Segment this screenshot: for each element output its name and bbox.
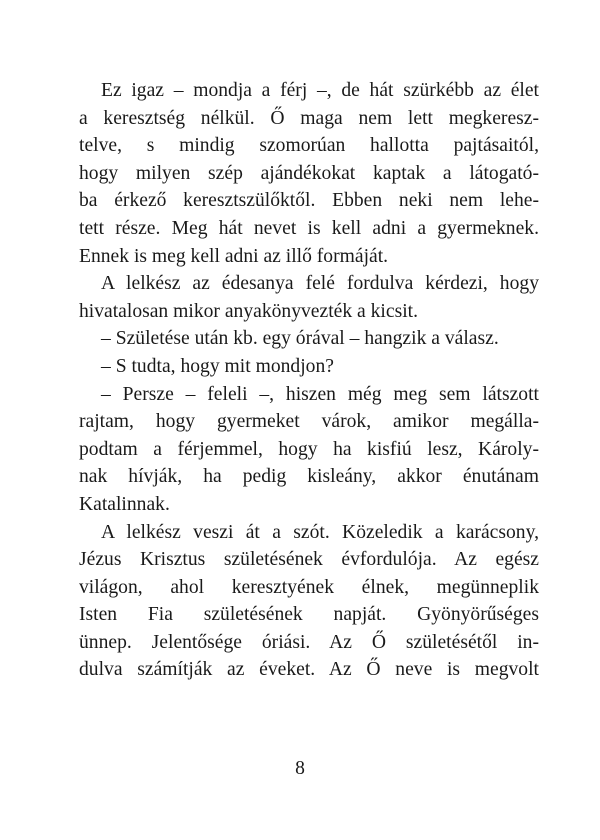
text-line: tett része. Meg hát nevet is kell adni a gyermeknek. xyxy=(79,217,539,239)
text-line: – Persze – feleli –, hiszen még meg sem látszott xyxy=(101,383,539,405)
text-line: Jézus Krisztus születésének évfordulója. Az egész xyxy=(79,549,539,571)
text-line: telve, s mindig szomorúan hallotta pajtásaitól, xyxy=(79,135,539,157)
text-line: Katalinnak. xyxy=(79,493,170,515)
page-number: 8 xyxy=(295,758,305,779)
paragraph xyxy=(79,325,539,353)
paragraph xyxy=(79,353,539,381)
text-line: hogy milyen szép ajándékokat kaptak a látogató- xyxy=(79,162,539,184)
text-line: A lelkész az édesanya felé fordulva kérdezi, hogy xyxy=(101,273,539,295)
text-line: ba érkező keresztszülőktől. Ebben neki nem lehe- xyxy=(79,190,539,212)
text-line: A lelkész veszi át a szót. Közeledik a karácsony, xyxy=(101,521,539,543)
body-text xyxy=(79,77,539,684)
text-line: világon, ahol keresztyének élnek, megünneplik xyxy=(79,576,539,598)
paragraph xyxy=(79,270,539,325)
text-line: – S tudta, hogy mit mondjon? xyxy=(101,355,334,377)
text-line: dulva számítják az éveket. Az Ő neve is megvolt xyxy=(79,659,539,681)
text-line: – Születése után kb. egy órával – hangzik a válasz. xyxy=(101,328,499,350)
text-line: rajtam, hogy gyermeket várok, amikor megálla- xyxy=(79,411,539,433)
paragraph xyxy=(79,519,539,685)
text-line: hivatalosan mikor anyakönyvezték a kicsit. xyxy=(79,300,418,322)
paragraph xyxy=(79,77,539,270)
text-line: Ennek is meg kell adni az illő formáját. xyxy=(79,245,389,267)
paragraph xyxy=(79,381,539,519)
text-line: ünnep. Jelentősége óriási. Az Ő születésétől in- xyxy=(79,631,539,653)
text-line: nak hívják, ha pedig kisleány, akkor énutánam xyxy=(79,466,539,488)
text-line: a keresztség nélkül. Ő maga nem lett megkeresz- xyxy=(79,107,539,129)
text-line: Ez igaz – mondja a férj –, de hát szürkébb az élet xyxy=(101,80,539,101)
text-line: Isten Fia születésének napját. Gyönyörűséges xyxy=(79,604,539,626)
text-line: podtam a férjemmel, hogy ha kisfiú lesz, Károly- xyxy=(79,438,539,460)
